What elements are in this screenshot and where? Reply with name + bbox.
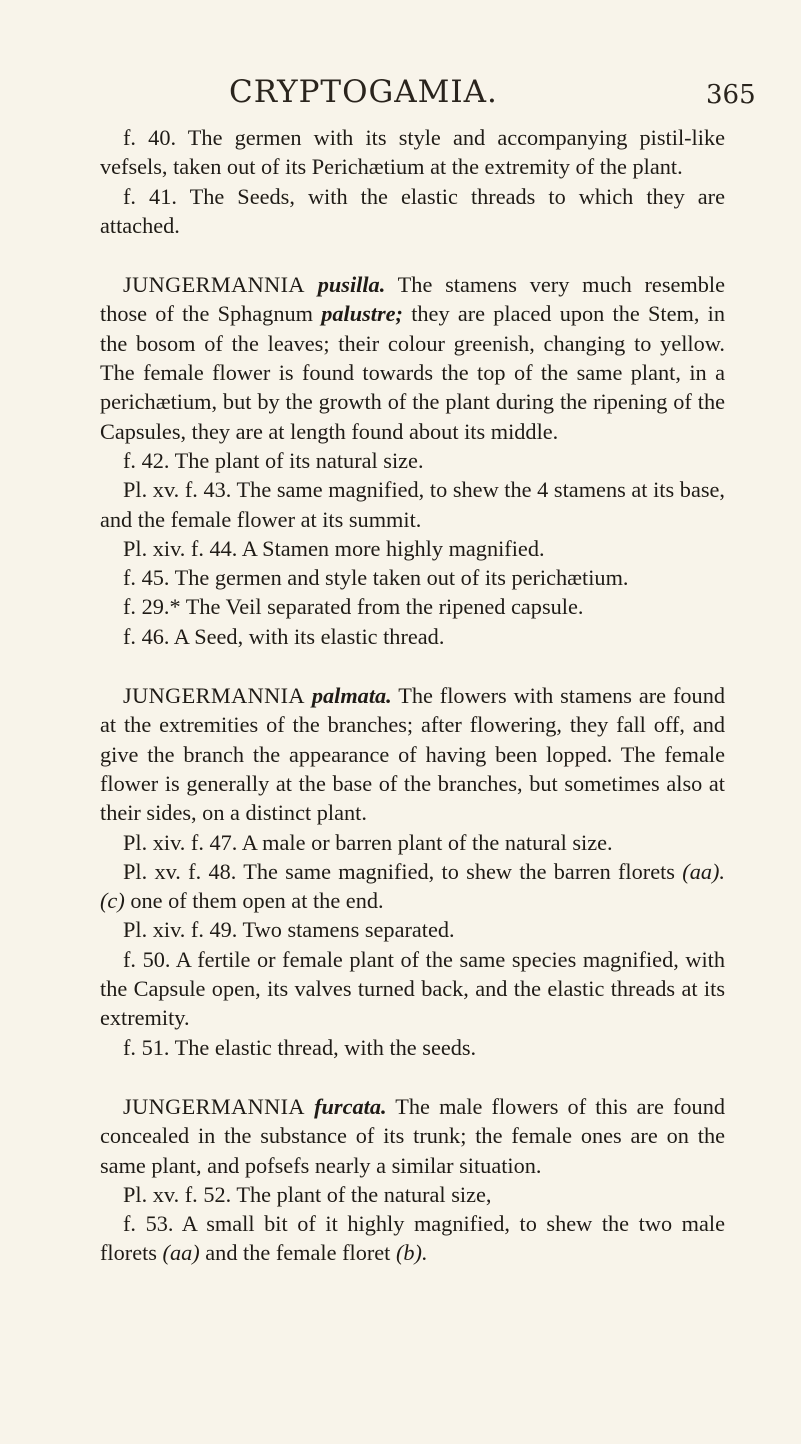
genus-name: JUNGERMANNIA [123,683,305,709]
figure-caption: f. 29.* The Veil separated from the ripened capsule. [123,594,584,620]
figure-caption: f. 53. A small bit of it highly magnified, to shew the two male florets (aa) and the female floret (b). [100,1211,725,1266]
figure-caption: Pl. xiv. f. 49. Two stamens separated. [123,917,455,943]
italic-term: palustre; [321,301,403,327]
description-text: The male flowers of this are found concealed in the substance of its trunk; the female ones are on the same plant, and pofsefs nearly a similar situation. [100,1093,725,1178]
page-header [0,74,801,114]
genus-name: JUNGERMANNIA [123,1093,305,1119]
figure-caption: Pl. xiv. f. 44. A Stamen more highly magnified. [123,535,545,561]
figure-caption: Pl. xv. f. 48. The same magnified, to shew the barren florets (aa). (c) one of them open at the end. [100,858,725,914]
species-name: furcata. [314,1093,387,1119]
figure-letter: (aa) [162,1240,200,1266]
figure-caption: f. 45. The germen and style taken out of its perichætium. [123,565,629,591]
figure-caption: f. 40. The germen with its style and accompanying pistil-like vefsels, taken out of its Perichætium at the extremity of the plant. [100,125,725,180]
figure-caption: Pl. xv. f. 52. The plant of the natural size, [123,1181,492,1207]
running-head: CRYPTOGAMIA. [229,74,498,110]
figure-letter: (c) [100,888,125,914]
species-name: palmata. [311,683,392,709]
species-description [100,681,725,827]
page-number: 365 [706,80,756,110]
figure-caption: Pl. xiv. f. 47. A male or barren plant of the natural size. [123,829,613,855]
figure-caption: Pl. xv. f. 43. The same magnified, to shew the 4 stamens at its base, and the female flower at its summit. [100,477,725,532]
description-text: they are placed upon the Stem, in the bosom of the leaves; their colour greenish, changing to yellow. The female flower is found towards the top of the same plant, in a perichætium, but by the growth of the plant during the ripening of the Capsules, they are at length found about its middle. [100,301,725,444]
figure-caption: f. 50. A fertile or female plant of the same species magnified, with the Capsule open, its valves turned back, and the elastic threads at its extremity. [100,946,725,1031]
species-name: pusilla. [317,272,386,298]
figure-caption: f. 51. The elastic thread, with the seeds. [123,1034,477,1060]
description-text: The stamens very much resemble those of the Sphagnum [100,272,725,327]
figure-caption: f. 46. A Seed, with its elastic thread. [123,623,445,649]
figure-letter: (b). [395,1240,428,1266]
species-description [100,1092,725,1180]
page-body [100,123,725,1268]
species-description [100,270,725,446]
figure-caption: f. 41. The Seeds, with the elastic threads to which they are attached. [100,183,725,238]
genus-name: JUNGERMANNIA [123,272,305,298]
figure-letter: (aa). [682,858,725,884]
description-text: The flowers with stamens are found at the extremities of the branches; after flowering, they fall off, and give the branch the appearance of having been lopped. The female flower is generally at the base of the branches, but sometimes also at their sides, on a distinct plant. [100,683,725,826]
figure-caption: f. 42. The plant of its natural size. [123,447,424,473]
